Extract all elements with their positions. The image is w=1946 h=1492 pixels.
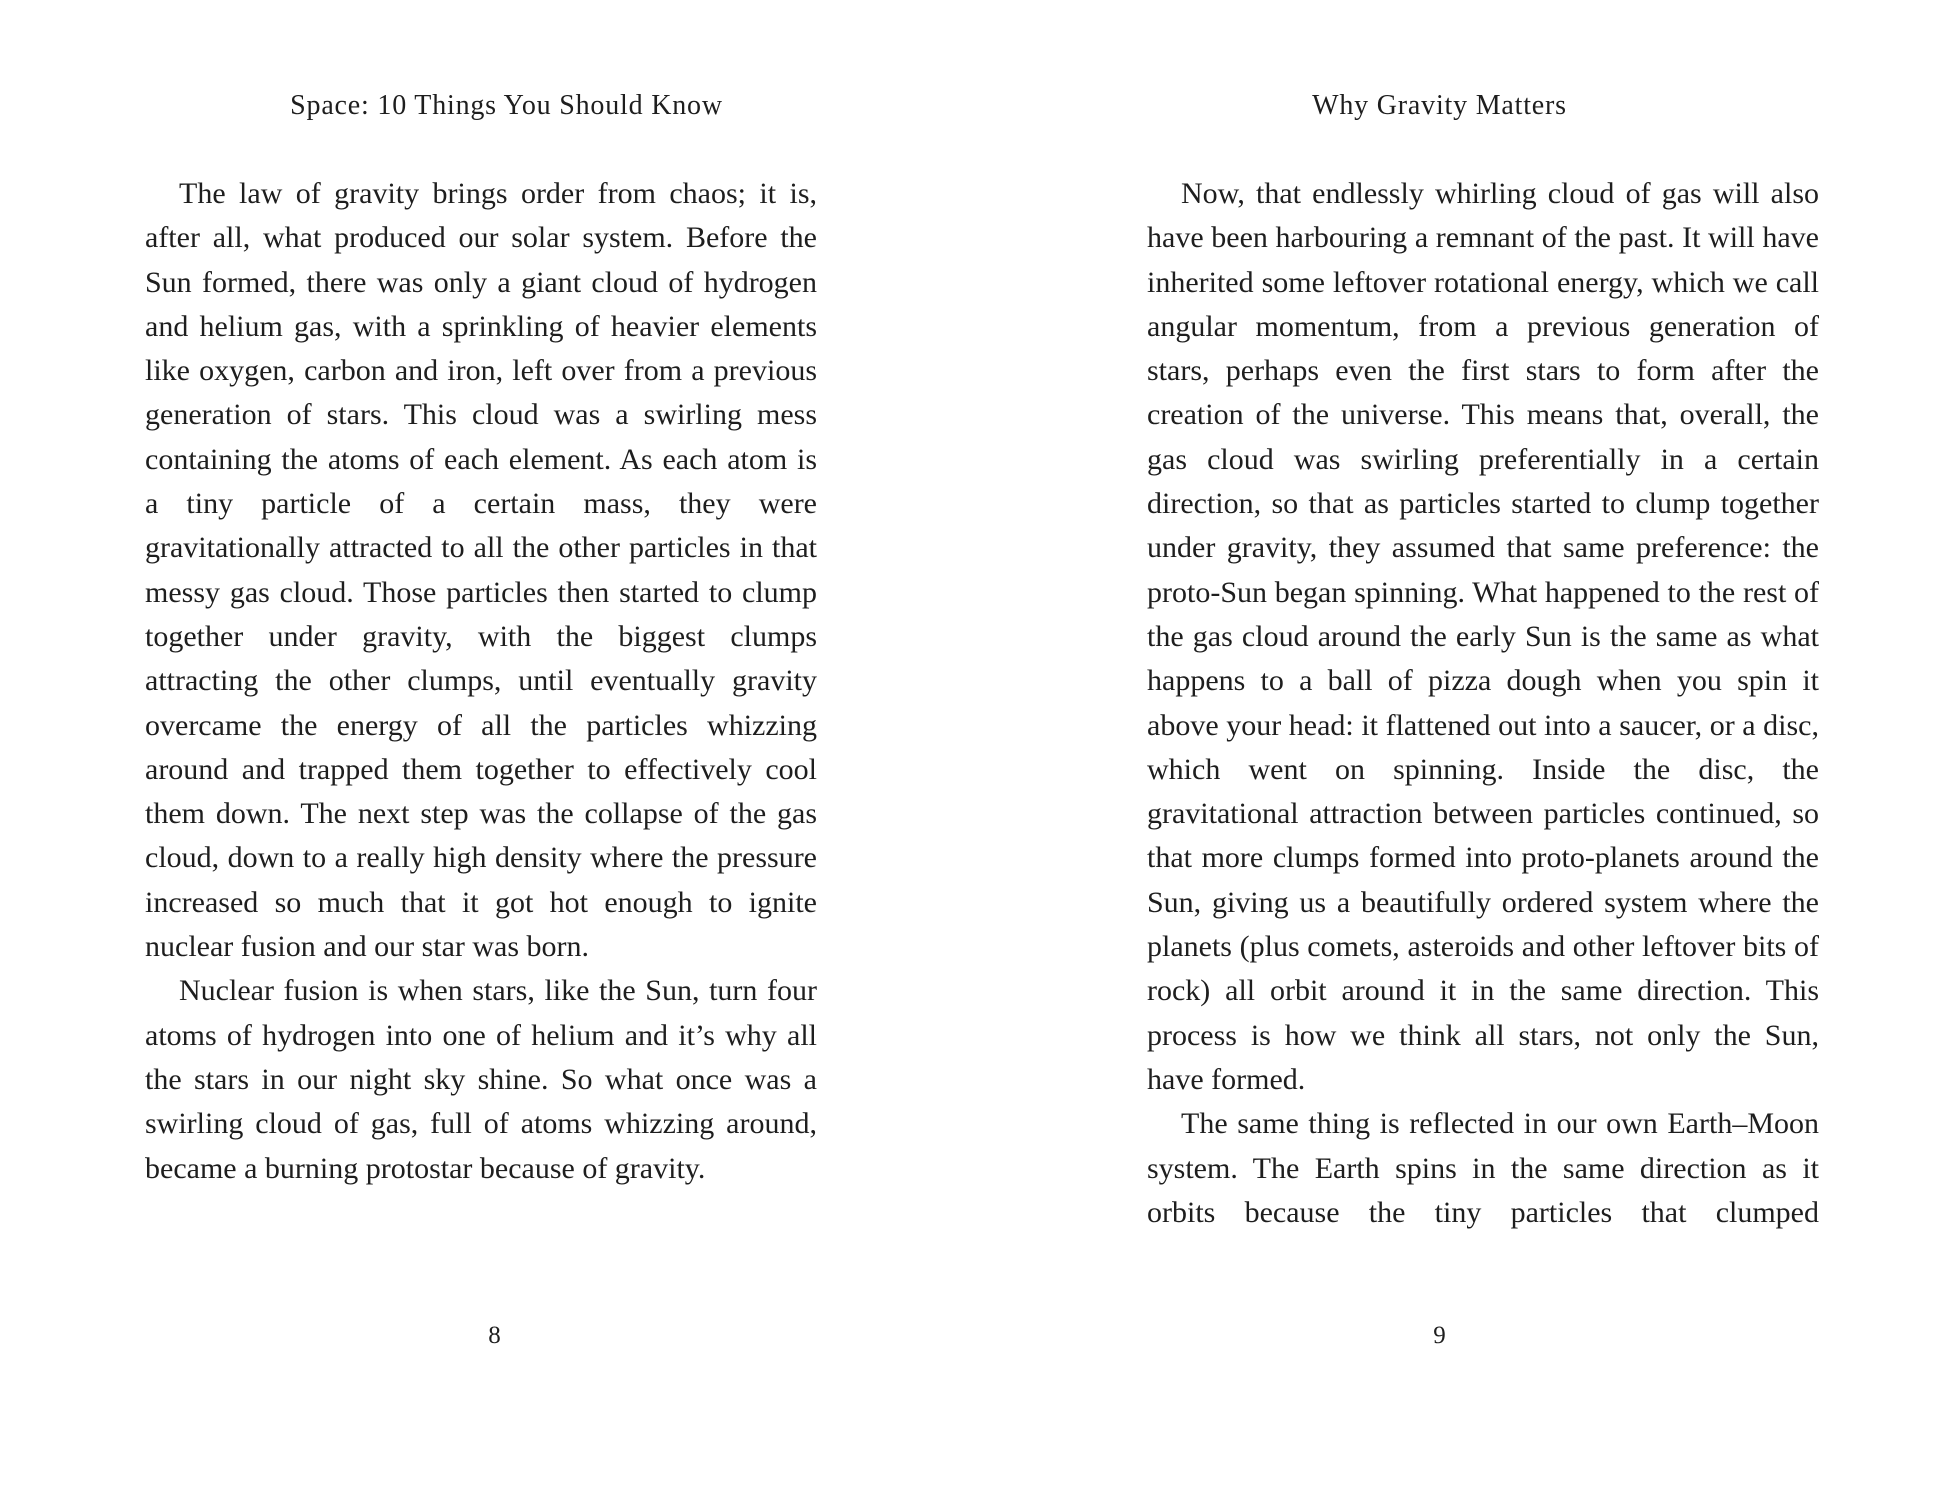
page-number: 8 bbox=[488, 1322, 501, 1349]
page-number: 9 bbox=[1433, 1322, 1446, 1349]
right-page bbox=[973, 0, 1946, 1492]
paragraph: The law of gravity brings order from chaos; it is, after all, what produced our solar system. Before the Sun formed, there was only a giant cloud of hydrogen and helium gas, with a sprinkling of heavier elements like oxygen, carbon and iron, left over from a previous generation of stars. This cloud was a swirling mess containing the atoms of each element. As each atom is a tiny particle of a certain mass, they were gravitationally attracted to all the other particles in that messy gas cloud. Those particles then started to clump together under gravity, with the biggest clumps attracting the other clumps, until eventually gravity overcame the energy of all the particles whizzing around and trapped them together to effectively cool them down. The next step was the collapse of the gas cloud, down to a really high density where the pressure increased so much that it got hot enough to ignite nuclear fusion and our star was born. bbox=[145, 177, 817, 964]
right-page-body bbox=[1147, 172, 1819, 1235]
paragraph: Nuclear fusion is when stars, like the Sun, turn four atoms of hydrogen into one of helium and it’s why all the stars in our night sky shine. So what once was a swirling cloud of gas, full of atoms whizzing around, became a burning protostar because of gravity. bbox=[145, 974, 817, 1185]
paragraph: The same thing is reflected in our own Earth–Moon system. The Earth spins in the same direction as it orbits because the tiny particles that clumped bbox=[1147, 1107, 1819, 1229]
running-head-book-title: Space: 10 Things You Should Know bbox=[290, 90, 723, 121]
left-page-body bbox=[145, 172, 817, 1191]
running-head-chapter-title: Why Gravity Matters bbox=[1312, 90, 1567, 121]
paragraph: Now, that endlessly whirling cloud of gas will also have been harbouring a remnant of the past. It will have inherited some leftover rotational energy, which we call angular momentum, from a previous generation of stars, perhaps even the first stars to form after the creation of the universe. This means that, overall, the gas cloud was swirling preferentially in a certain direction, so that as particles started to clump together under gravity, they assumed that same preference: the proto-Sun began spinning. What happened to the rest of the gas cloud around the early Sun is the same as what happens to a ball of pizza dough when you spin it above your head: it flattened out into a saucer, or a disc, which went on spinning. Inside the disc, the gravitational attraction between particles continued, so that more clumps formed into proto-planets around the Sun, giving us a beautifully ordered system where the planets (plus comets, asteroids and other leftover bits of rock) all orbit around it in the same direction. This process is how we think all stars, not only the Sun, have formed. bbox=[1147, 177, 1819, 1096]
